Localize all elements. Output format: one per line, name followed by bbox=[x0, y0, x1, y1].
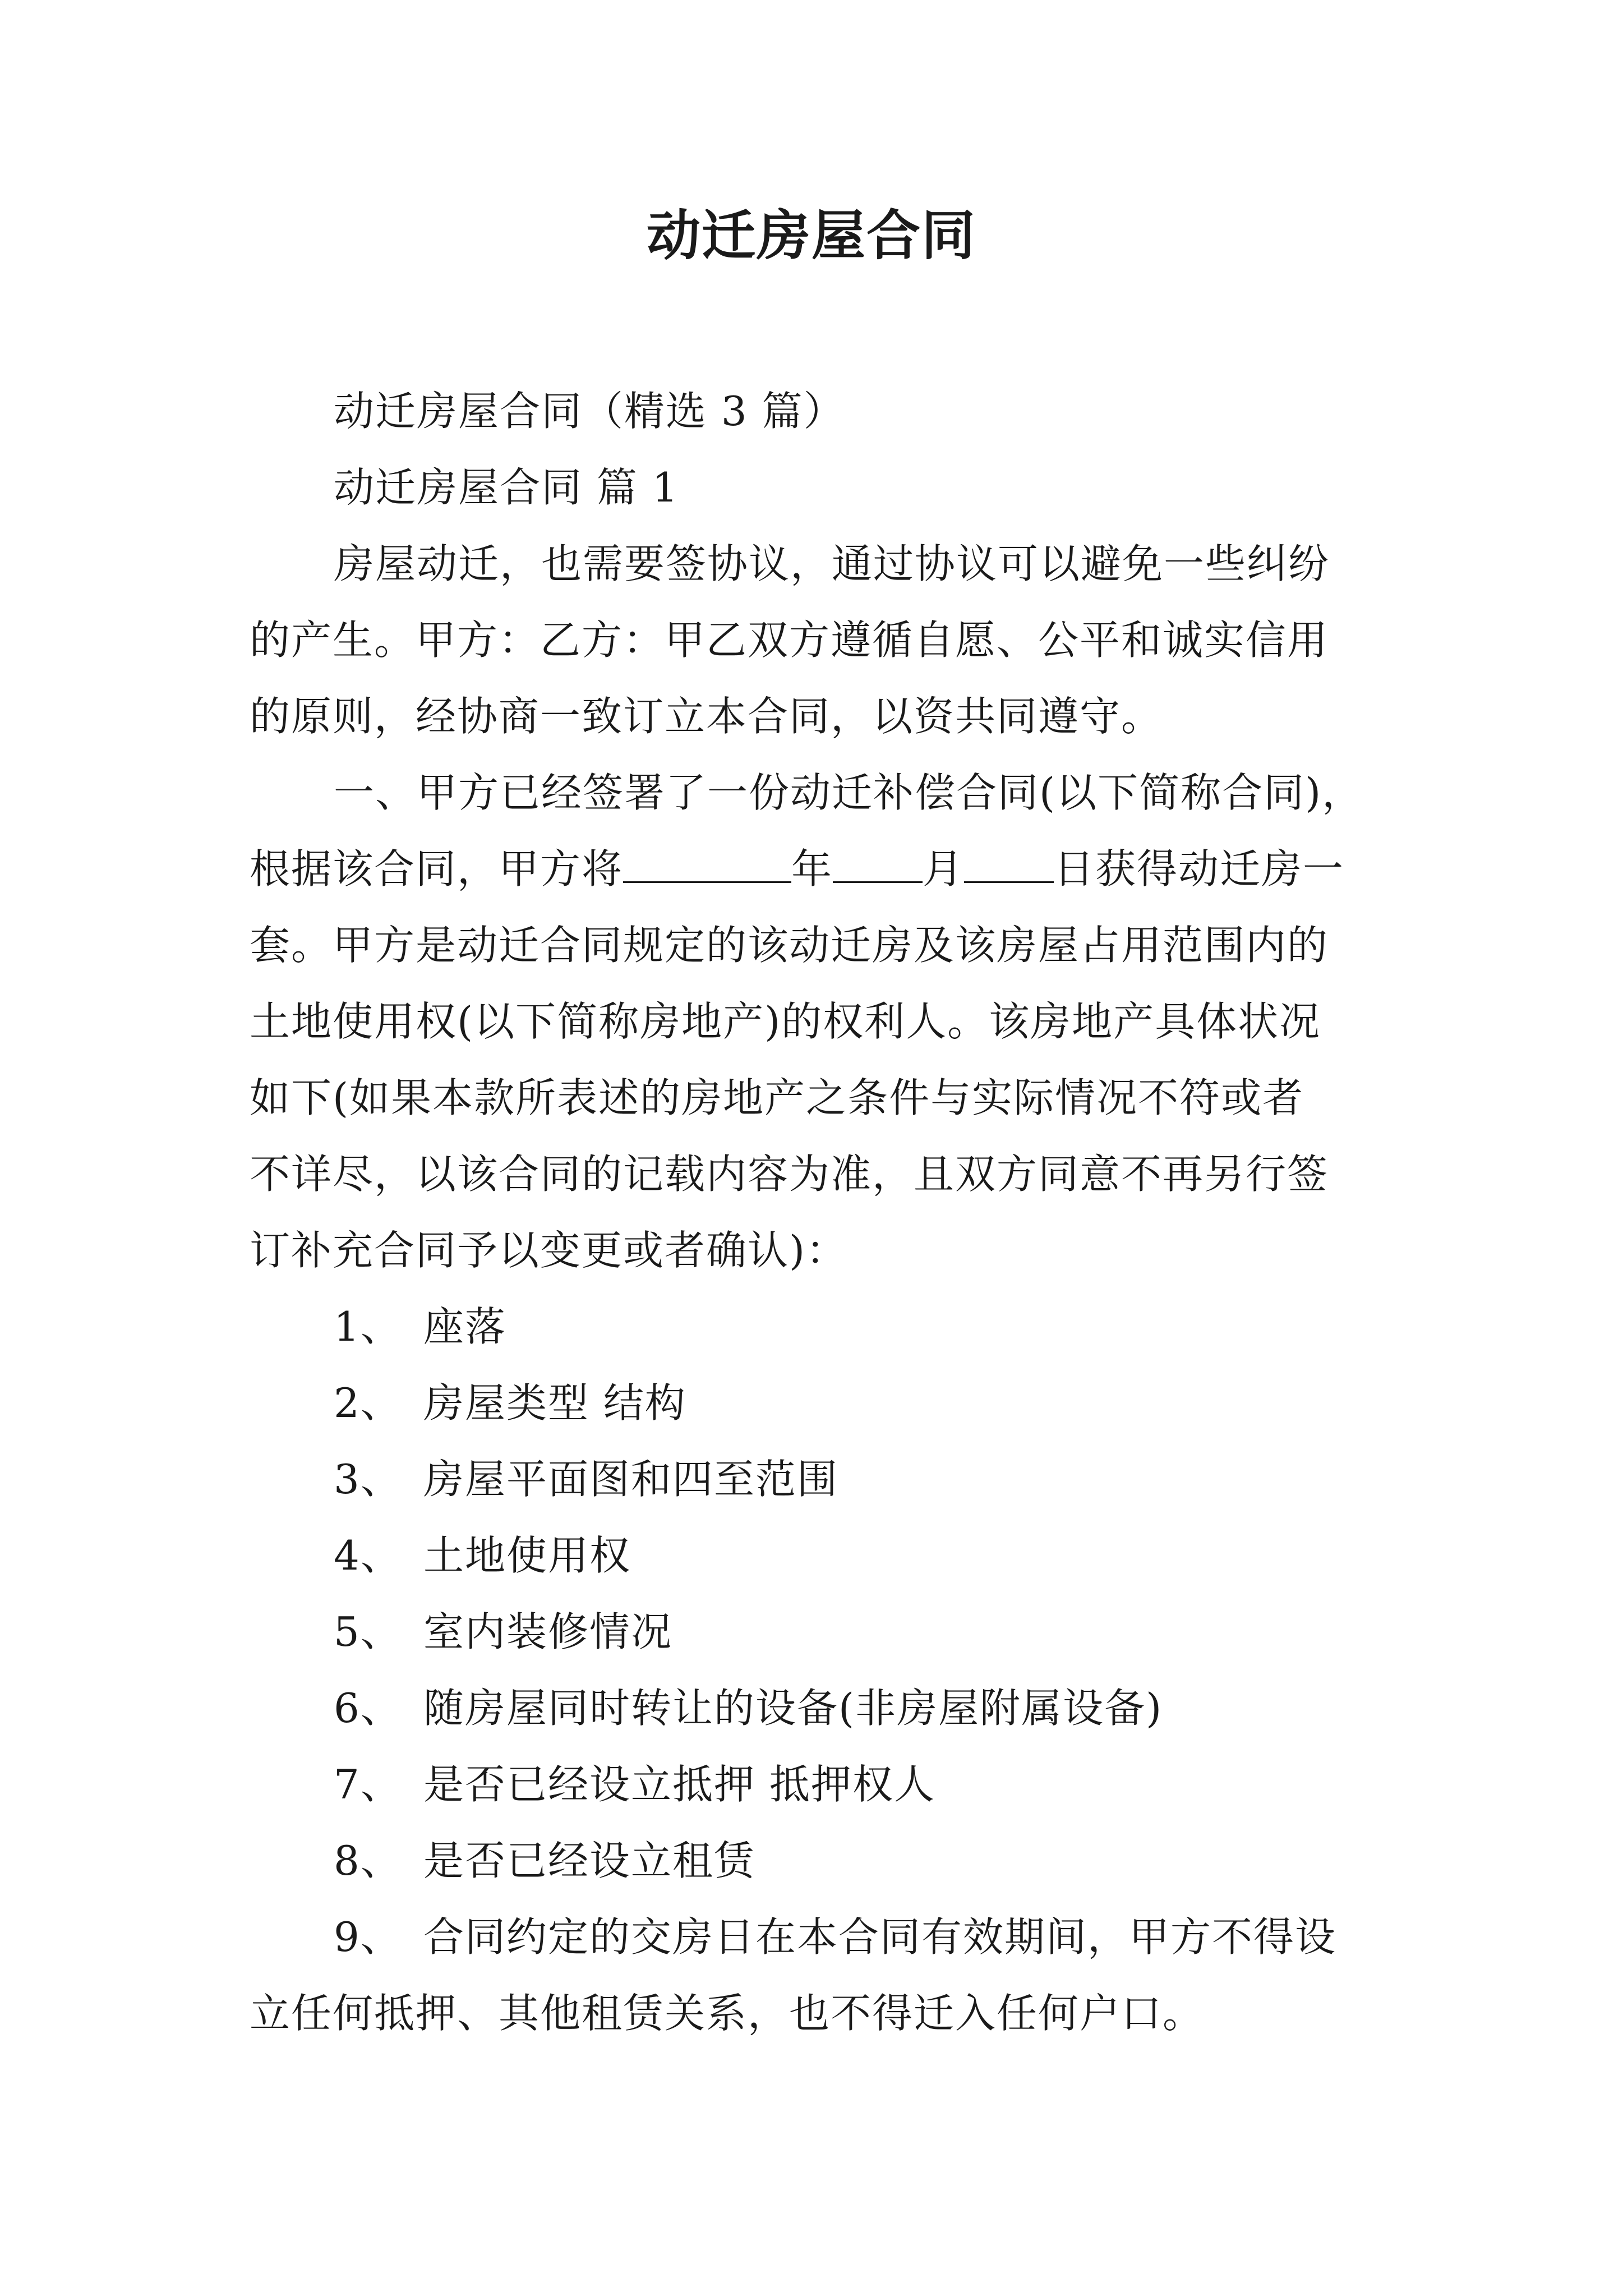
clause1-line-3: 套。甲方是动迁合同规定的该动迁房及该房屋占用范围内的 bbox=[250, 922, 1329, 969]
list-item-number: 2、 bbox=[334, 1379, 402, 1427]
intro-line-3: 的原则，经协商一致订立本合同，以资共同遵守。 bbox=[250, 693, 1163, 740]
list-item-text: 土地使用权 bbox=[423, 1532, 631, 1579]
list-item bbox=[334, 1517, 631, 1594]
clause1-line-1: 一、甲方已经签署了一份动迁补偿合同(以下简称合同)， bbox=[334, 769, 1364, 816]
list-item-number: 4、 bbox=[334, 1532, 402, 1579]
document-title: 动迁房屋合同 bbox=[647, 204, 976, 267]
day-blank bbox=[964, 842, 1054, 883]
intro-line-2: 的产生。甲方：乙方：甲乙双方遵循自愿、公平和诚实信用 bbox=[250, 616, 1329, 664]
list-item-text: 是否已经设立抵押 抵押权人 bbox=[423, 1761, 935, 1808]
clause1-line-4: 土地使用权(以下简称房地产)的权利人。该房地产具体状况 bbox=[250, 998, 1321, 1045]
list-item-number: 1、 bbox=[334, 1303, 402, 1350]
list-item-number: 7、 bbox=[334, 1761, 402, 1808]
clause1-line-2-text: 根据该合同，甲方将 bbox=[250, 845, 624, 892]
list-item bbox=[334, 1289, 506, 1365]
list-item-number: 5、 bbox=[334, 1608, 402, 1655]
section-heading: 动迁房屋合同 篇 1 bbox=[334, 464, 679, 511]
list-item bbox=[334, 1365, 686, 1441]
list-item bbox=[334, 1899, 1336, 1975]
list-item-text: 房屋类型 结构 bbox=[423, 1379, 686, 1427]
list-item-text: 随房屋同时转让的设备(非房屋附属设备) bbox=[423, 1685, 1163, 1732]
list-item-text: 是否已经设立租赁 bbox=[423, 1837, 756, 1884]
clause1-line-6: 不详尽，以该合同的记载内容为准，且双方同意不再另行签 bbox=[250, 1151, 1329, 1198]
month-blank bbox=[833, 842, 923, 883]
list-item-number: 8、 bbox=[334, 1837, 402, 1884]
day-label: 日获得动迁房一 bbox=[1054, 845, 1345, 892]
list-item bbox=[334, 1441, 838, 1517]
list-item bbox=[334, 1594, 672, 1670]
document-subtitle: 动迁房屋合同（精选 3 篇） bbox=[334, 388, 845, 435]
list-item-text: 房屋平面图和四至范围 bbox=[423, 1456, 839, 1503]
clause1-line-7: 订补充合同予以变更或者确认)： bbox=[250, 1227, 848, 1274]
clause1-line-5: 如下(如果本款所表述的房地产之条件与实际情况不符或者 bbox=[250, 1074, 1304, 1121]
list-item-text: 室内装修情况 bbox=[423, 1608, 673, 1655]
year-label: 年 bbox=[791, 845, 833, 892]
item9-continuation: 立任何抵押、其他租赁关系，也不得迁入任何户口。 bbox=[250, 1990, 1205, 2037]
list-item-number: 6、 bbox=[334, 1685, 402, 1732]
list-item-number: 3、 bbox=[334, 1456, 402, 1503]
list-item bbox=[334, 1746, 935, 1823]
list-item-number: 9、 bbox=[334, 1913, 402, 1961]
list-item bbox=[334, 1823, 755, 1899]
clause1-line-2 bbox=[250, 831, 1427, 907]
list-item-text: 合同约定的交房日在本合同有效期间，甲方不得设 bbox=[423, 1913, 1337, 1961]
list-item bbox=[334, 1670, 1163, 1746]
year-blank bbox=[623, 842, 791, 883]
month-label: 月 bbox=[923, 845, 965, 892]
intro-line-1: 房屋动迁，也需要签协议，通过协议可以避免一些纠纷 bbox=[334, 540, 1330, 587]
list-item-text: 座落 bbox=[423, 1303, 507, 1350]
